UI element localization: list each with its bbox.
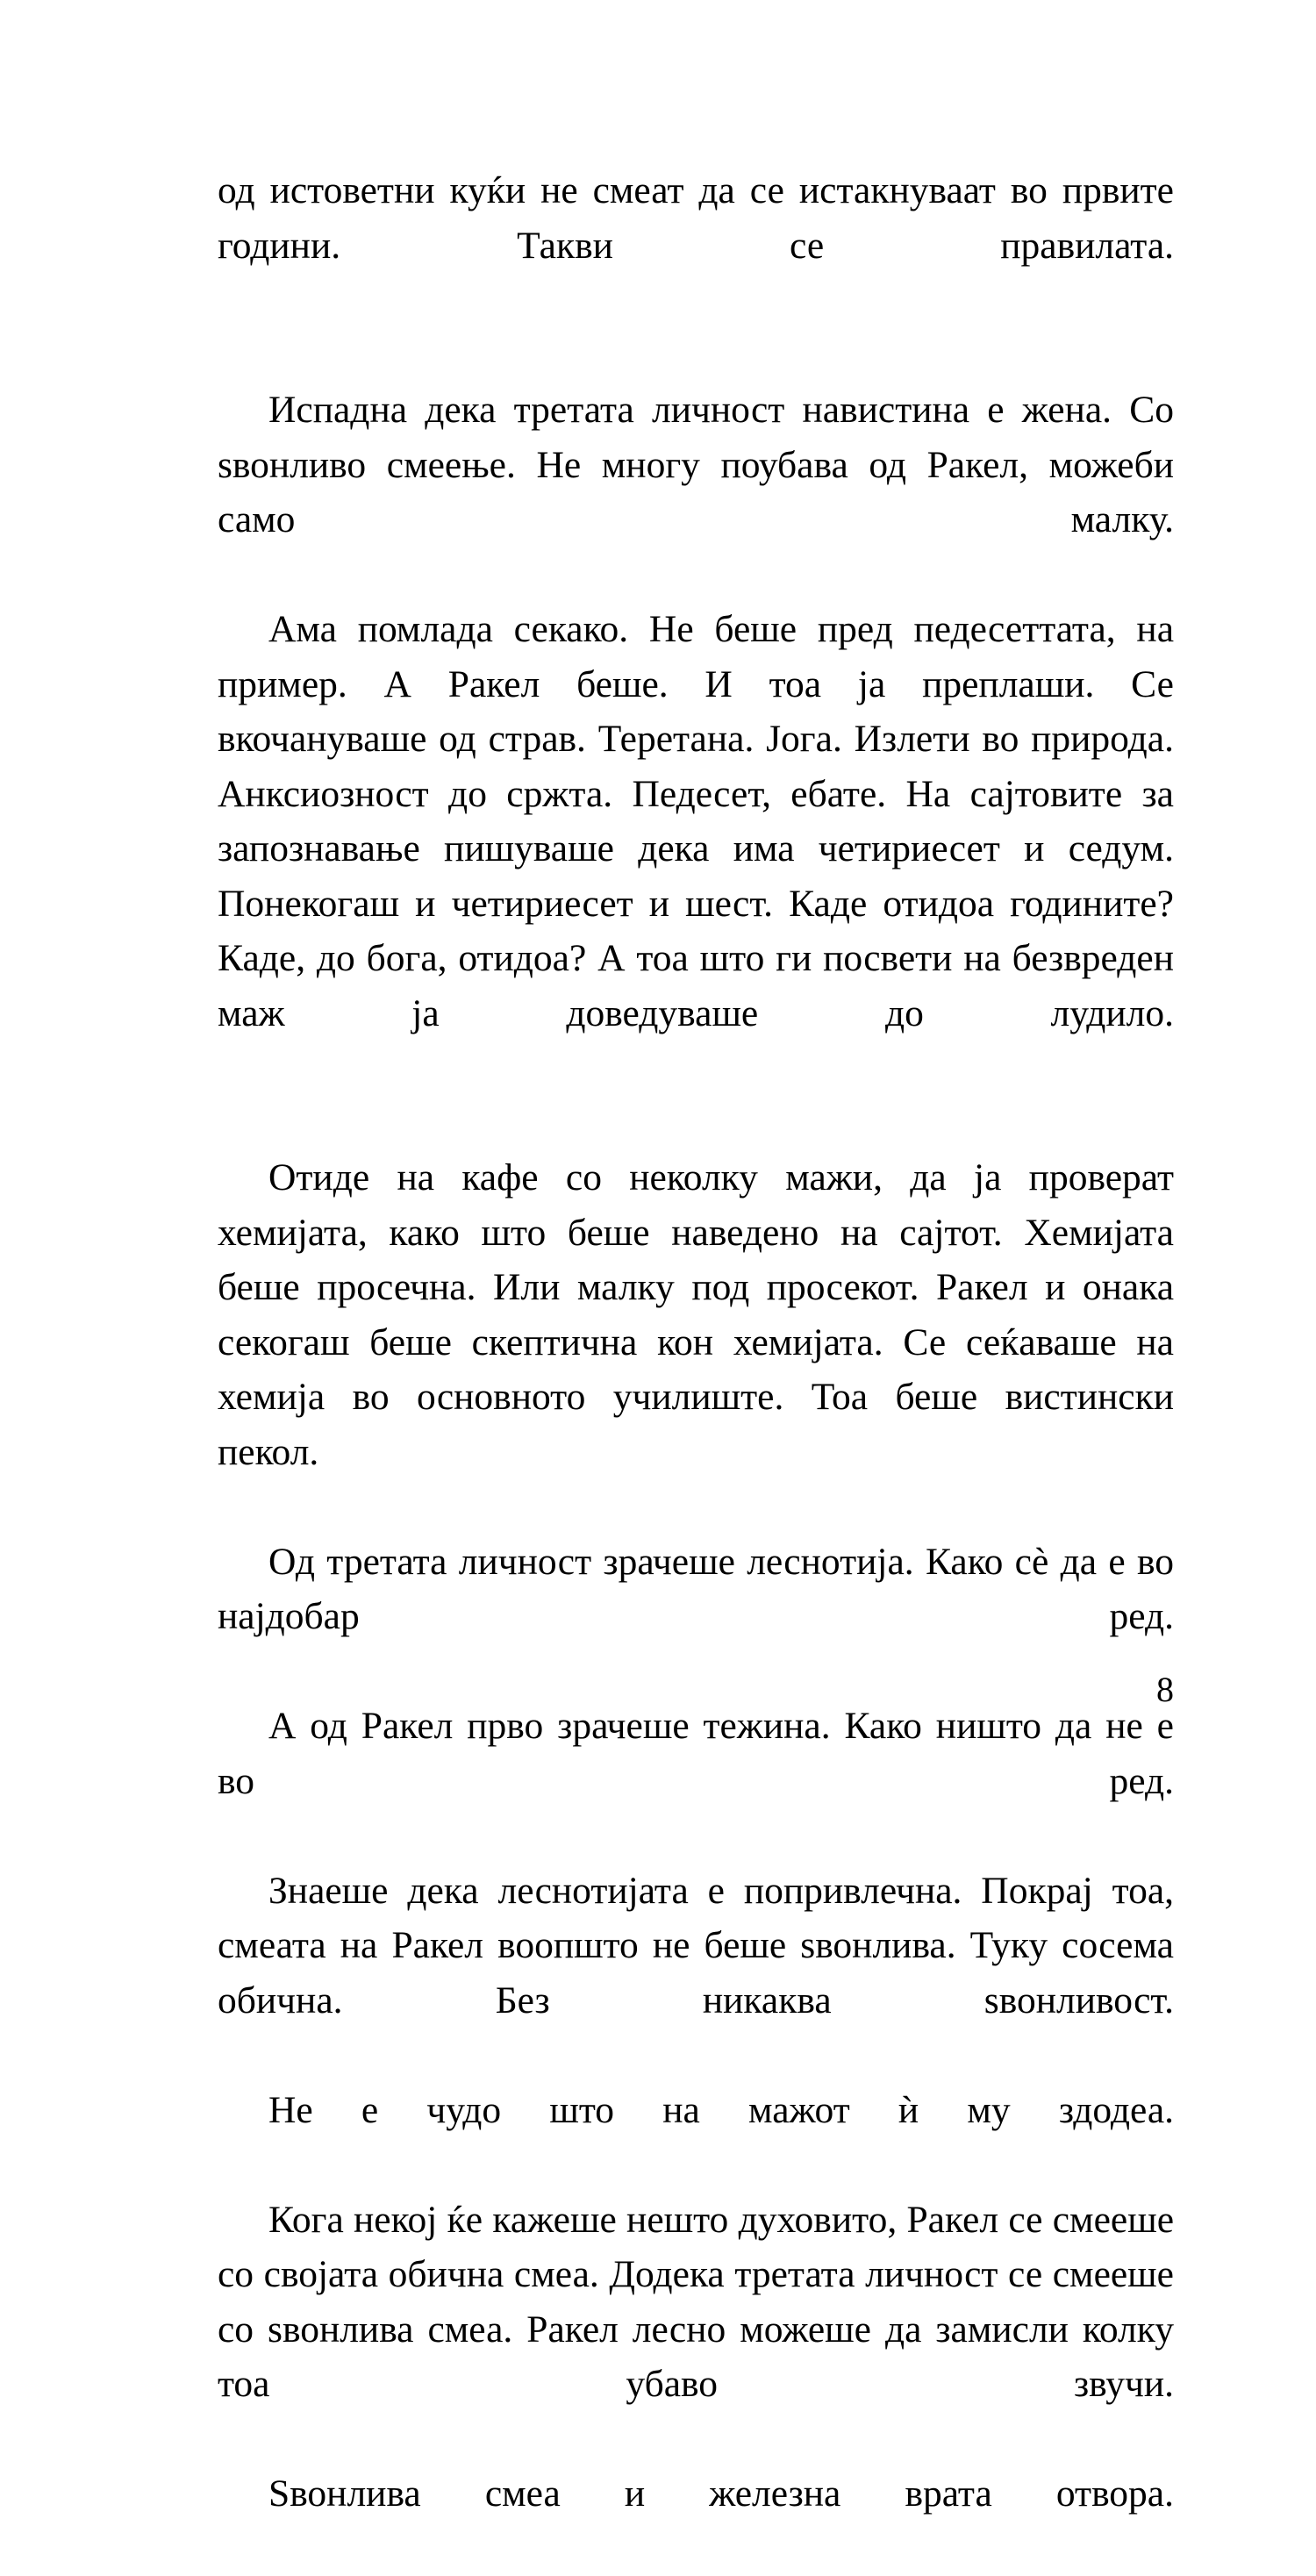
body-text-column: [218, 163, 1174, 2576]
paragraph: Ѕвонлива смеа и железна врата отвора.: [268, 2472, 1174, 2515]
paragraph: Отиде на кафе со неколку мажи, да ја проверат хемијата, како што беше наведено на сајтот. Хемијата беше просечна. Или малку под просекот. Ракел и онака секогаш беше скептична кон хемијата. Се сеќаваше на хемија во основното училиште. Тоа беше вистински пекол.: [218, 1156, 1174, 1473]
paragraph: Од третата личност зрачеше леснотија. Како сѐ да е во најдобар ред.: [218, 1540, 1174, 1637]
paragraph: Знаеше дека леснотијата е попривлечна. Покрај тоа, смеата на Ракел воопшто не беше ѕвонлива. Туку сосема обична. Без никаква ѕвонливост.: [218, 1869, 1174, 2021]
paragraph: Ама помлада секако. Не беше пред педесеттата, на пример. А Ракел беше. И тоа ја преплаши. Се вкочануваше од страв. Теретана. Јога. Излети во природа. Анксиозност до сржта. Педесет, ебате. На сајтовите за запознавање пишуваше дека има четириесет и седум. Понекогаш и четириесет и шест. Каде отидоа годините? Каде, до бога, отидоа? А тоа што ги посвети на безвреден маж ја доведуваше до лудило.: [218, 608, 1174, 1034]
paragraph: Кога некој ќе кажеше нешто духовито, Ракел се смееше со својата обична смеа. Додека третата личност се смееше со ѕвонлива смеа. Ракел лесно можеше да замисли колку тоа убаво звучи.: [218, 2198, 1174, 2405]
paragraph: А од Ракел прво зрачеше тежина. Како ништо да не е во ред.: [218, 1705, 1174, 1802]
paragraph-continuation: од истоветни куќи не смеат да се истакнуваат во првите години. Такви се правилата.: [218, 169, 1174, 267]
page-number: 8: [1156, 1670, 1174, 1709]
paragraph-spacer: [218, 328, 1174, 383]
paragraph: Не е чудо што на мажот ѝ му здодеа.: [268, 2088, 1174, 2131]
paragraph-spacer: [218, 1096, 1174, 1151]
paragraph: Испадна дека третата личност навистина е жена. Со ѕвонливо смеење. Не многу поубава од Ракел, можеби само малку.: [218, 389, 1174, 540]
